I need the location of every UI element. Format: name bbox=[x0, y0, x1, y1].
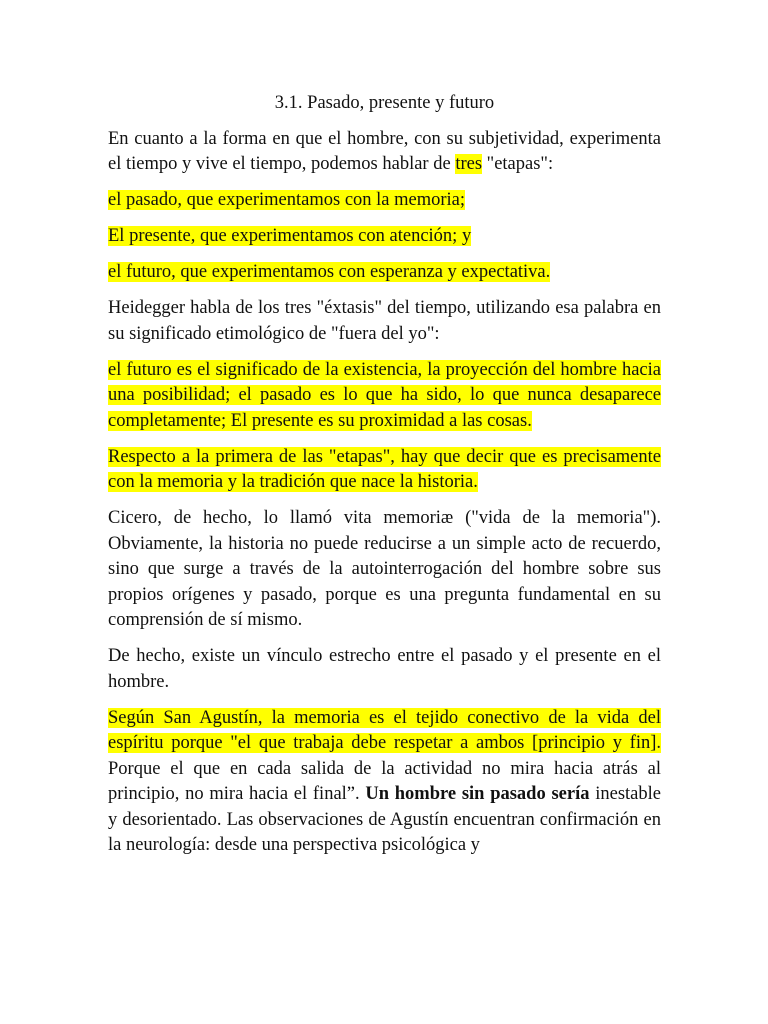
highlighted-text: el futuro es el significado de la existencia, la proyección del hombre hacia una posibilidad; el pasado es lo que ha sido, lo que nunca desaparece completamente; El presente es su proximidad a las cosas. bbox=[108, 359, 661, 431]
bold-text: Un hombre sin pasado sería bbox=[365, 784, 590, 804]
paragraph-augustine-text: Porque el que en cada salida de la actividad no mira hacia atrás al principio, no mira hacia el final”. bbox=[108, 758, 661, 804]
paragraph-future bbox=[108, 260, 661, 286]
highlighted-text: Según San Agustín, la memoria es el tejido conectivo de la vida del espíritu porque "el que trabaja debe respetar a ambos [principio y fin]. bbox=[108, 707, 661, 753]
paragraph-intro bbox=[108, 127, 661, 178]
paragraph-augustine-tail: inestable y desorientado. Las observaciones de Agustín encuentran confirmación en la neurología: desde una perspectiva psicológica y bbox=[108, 784, 661, 855]
paragraph-cicero: Cicero, de hecho, lo llamó vita memoriæ ("vida de la memoria"). Obviamente, la historia no puede reducirse a un simple acto de recuerdo, sino que surge a través de la autointerrogación del hombre sobre sus propios orígenes y pasado, porque es una pregunta fundamental en su comprensión de sí mismo. bbox=[108, 508, 661, 630]
highlighted-text: El presente, que experimentamos con atención; y bbox=[108, 226, 472, 246]
highlighted-text: Respecto a la primera de las "etapas", hay que decir que es precisamente con la memoria y la tradición que nace la historia. bbox=[108, 446, 661, 492]
paragraph-past bbox=[108, 188, 661, 214]
paragraph-heidegger: Heidegger habla de los tres "éxtasis" del tiempo, utilizando esa palabra en su significado etimológico de "fuera del yo": bbox=[108, 298, 661, 344]
highlighted-text: el pasado, que experimentamos con la memoria; bbox=[108, 190, 466, 210]
paragraph-intro-tail: "etapas": bbox=[482, 154, 554, 174]
highlighted-text: tres bbox=[455, 154, 483, 174]
highlighted-text: el futuro, que experimentamos con esperanza y expectativa. bbox=[108, 262, 551, 282]
paragraph-present bbox=[108, 224, 661, 250]
paragraph-link: De hecho, existe un vínculo estrecho entre el pasado y el presente en el hombre. bbox=[108, 646, 661, 692]
paragraph-ecstasies bbox=[108, 358, 661, 435]
section-title: 3.1. Pasado, presente y futuro bbox=[274, 93, 495, 113]
paragraph-memory-history bbox=[108, 445, 661, 496]
document-body bbox=[108, 91, 661, 869]
paragraph-augustine bbox=[108, 706, 661, 859]
paragraph-intro-text: En cuanto a la forma en que el hombre, con su subjetividad, experimenta el tiempo y vive el tiempo, podemos hablar de bbox=[108, 128, 661, 174]
